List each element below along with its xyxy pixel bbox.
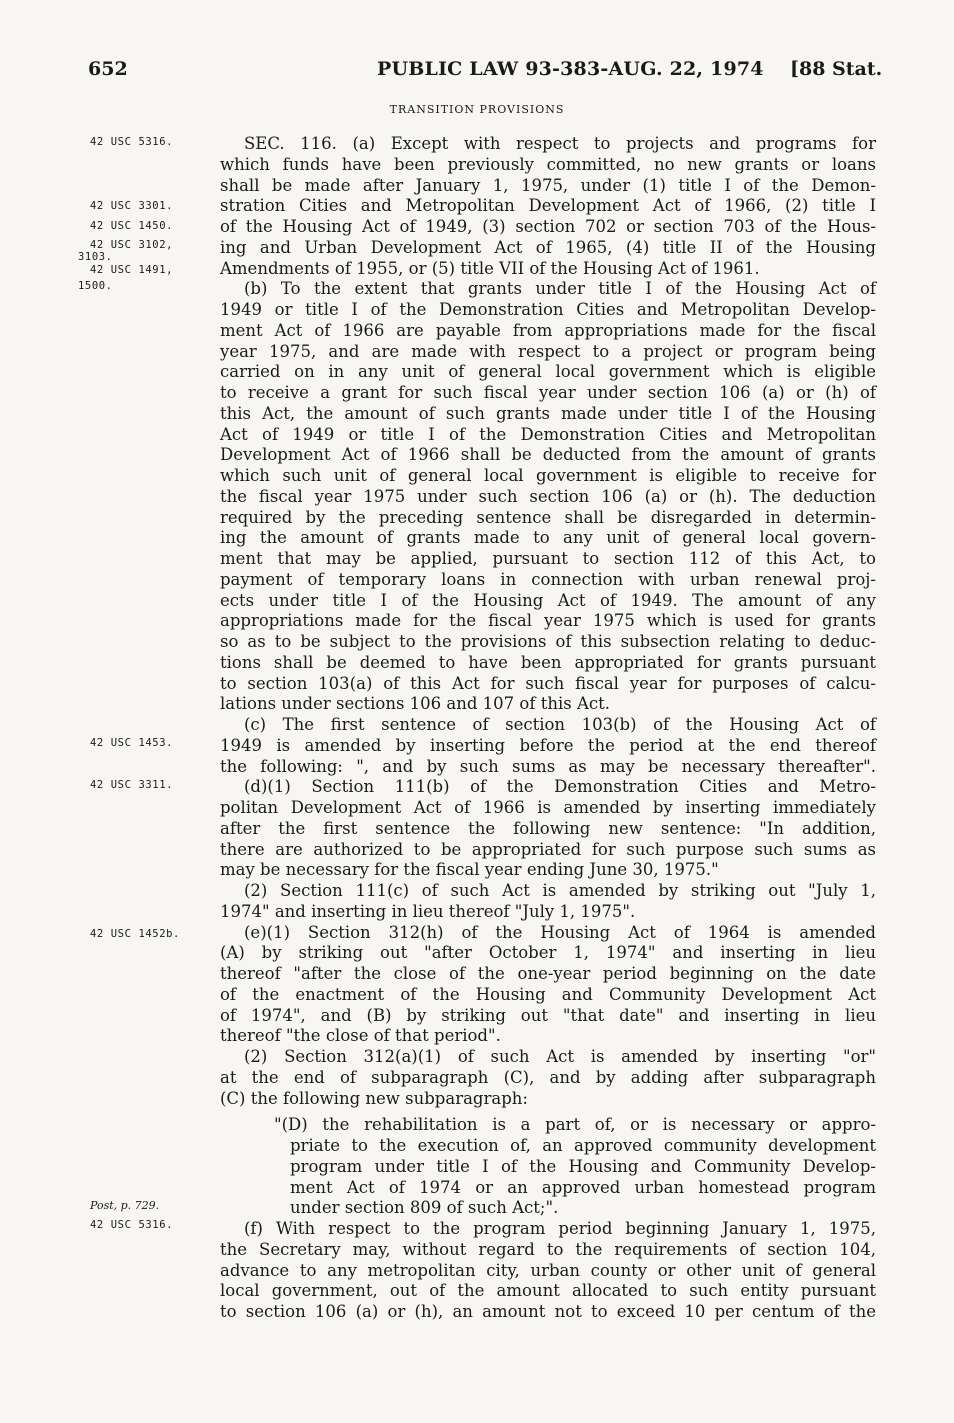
text-line: may be necessary for the fiscal year ending June 30, 1975." — [220, 860, 719, 880]
margin-note: 3103. — [78, 251, 113, 263]
page-number: 652 — [88, 58, 128, 80]
text-line: which such unit of general local government is eligible to receive for — [220, 466, 876, 485]
text-line: (c) The first sentence of section 103(b) of the Housing Act of — [244, 715, 876, 734]
text-line: to section 103(a) of this Act for such fiscal year for purposes of calcu- — [220, 673, 876, 693]
text-line: lations under sections 106 and 107 of this Act. — [220, 694, 610, 714]
text-line: Amendments of 1955, or (5) title VII of the Housing Act of 1961. — [220, 258, 760, 278]
text-line: 1974" and inserting in lieu thereof "July 1, 1975". — [220, 901, 636, 921]
margin-note: Post, p. 729. — [90, 1199, 160, 1212]
text-line: the following: ", and by such sums as may be necessary thereafter". — [220, 756, 876, 776]
text-line: to receive a grant for such fiscal year under section 106 (a) or (h) of — [220, 383, 876, 402]
margin-note: 42 USC 5316. — [90, 136, 174, 148]
text-line: Development Act of 1966 shall be deducted from the amount of grants — [220, 445, 876, 465]
text-line: (e)(1) Section 312(h) of the Housing Act of 1964 is amended — [244, 922, 876, 942]
margin-note: 42 USC 3301. — [90, 200, 174, 212]
text-line: of the Housing Act of 1949, (3) section 702 or section 703 of the Hous- — [220, 217, 876, 236]
text-line: of the enactment of the Housing and Community Development Act — [220, 984, 876, 1004]
text-line: payment of temporary loans in connection with urban renewal proj- — [220, 569, 876, 589]
text-line: ment Act of 1966 are payable from appropriations made for the fiscal — [220, 320, 876, 340]
text-line: after the first sentence the following new sentence: "In addition, — [220, 818, 876, 838]
text-line: this Act, the amount of such grants made under title I of the Housing — [220, 403, 876, 423]
running-head: PUBLIC LAW 93-383-AUG. 22, 1974 — [377, 58, 764, 80]
text-line: appropriations made for the fiscal year 1975 which is used for grants — [220, 611, 876, 631]
text-line: (f) With respect to the program period beginning January 1, 1975, — [244, 1219, 876, 1238]
margin-note: 42 USC 1453. — [90, 737, 174, 749]
margin-note: 42 USC 5316. — [90, 1219, 174, 1231]
text-line: at the end of subparagraph (C), and by adding after subparagraph — [220, 1067, 876, 1087]
text-line: thereof "after the close of the one-year period beginning on the date — [220, 964, 876, 983]
text-line: (2) Section 312(a)(1) of such Act is amended by inserting "or" — [244, 1047, 876, 1066]
margin-note: 1500. — [78, 280, 113, 292]
text-line: local government, out of the amount allocated to such entity pursuant — [220, 1281, 876, 1301]
text-line: priate to the execution of, an approved community development — [290, 1136, 876, 1155]
margin-note: 42 USC 1452b. — [90, 928, 180, 940]
text-line: advance to any metropolitan city, urban county or other unit of general — [220, 1260, 876, 1280]
text-line: carried on in any unit of general local government which is eligible — [220, 362, 876, 382]
section-heading: TRANSITION PROVISIONS — [389, 103, 565, 116]
text-line: the Secretary may, without regard to the requirements of section 104, — [220, 1239, 876, 1259]
text-line: stration Cities and Metropolitan Development Act of 1966, (2) title I — [220, 196, 876, 216]
text-line: required by the preceding sentence shall be disregarded in determin- — [220, 507, 876, 527]
text-line: politan Development Act of 1966 is amended by inserting immediately — [220, 798, 876, 817]
text-line: Act of 1949 or title I of the Demonstration Cities and Metropolitan — [220, 424, 876, 444]
text-line: to section 106 (a) or (h), an amount not to exceed 10 per centum of the — [220, 1302, 876, 1321]
margin-note: 42 USC 3311. — [90, 779, 174, 791]
page-header — [0, 58, 954, 84]
text-line: ing and Urban Development Act of 1965, (4) title II of the Housing — [220, 237, 876, 257]
text-line: (b) To the extent that grants under title I of the Housing Act of — [244, 279, 876, 299]
margin-note: 42 USC 3102, — [90, 239, 174, 251]
text-line: there are authorized to be appropriated for such purpose such sums as — [220, 839, 876, 859]
text-line: under section 809 of such Act;". — [290, 1198, 559, 1218]
text-line: (C) the following new subparagraph: — [220, 1088, 528, 1108]
body-text — [220, 134, 876, 1323]
text-line: of 1974", and (B) by striking out "that date" and inserting in lieu — [220, 1005, 876, 1025]
text-line: program under title I of the Housing and Community Develop- — [290, 1156, 876, 1176]
text-line: 1949 is amended by inserting before the period at the end thereof — [220, 735, 876, 755]
text-line: thereof "the close of that period". — [220, 1026, 501, 1046]
text-line: the fiscal year 1975 under such section 106 (a) or (h). The deduction — [220, 486, 876, 506]
text-line: SEC. 116. (a) Except with respect to projects and programs for — [244, 134, 876, 153]
text-line: which funds have been previously committed, no new grants or loans — [220, 154, 876, 174]
margin-note: 42 USC 1491, — [90, 264, 174, 276]
text-line: ing the amount of grants made to any unit of general local govern- — [220, 528, 876, 548]
text-line: ment that may be applied, pursuant to section 112 of this Act, to — [220, 549, 876, 568]
text-line: (A) by striking out "after October 1, 1974" and inserting in lieu — [220, 943, 876, 963]
text-line: shall be made after January 1, 1975, under (1) title I of the Demon- — [220, 175, 876, 195]
text-line: year 1975, and are made with respect to a project or program being — [220, 341, 876, 361]
margin-note: 42 USC 1450. — [90, 220, 174, 232]
text-line: ects under title I of the Housing Act of 1949. The amount of any — [220, 590, 876, 610]
text-line: (d)(1) Section 111(b) of the Demonstration Cities and Metro- — [244, 777, 876, 797]
statute-reference: [88 Stat. — [790, 58, 883, 80]
text-line: 1949 or title I of the Demonstration Cities and Metropolitan Develop- — [220, 300, 876, 319]
text-line: so as to be subject to the provisions of this subsection relating to deduc- — [220, 632, 876, 651]
text-line: "(D) the rehabilitation is a part of, or is necessary or appro- — [274, 1115, 876, 1135]
text-line: tions shall be deemed to have been appropriated for grants pursuant — [220, 652, 876, 672]
text-line: (2) Section 111(c) of such Act is amended by striking out "July 1, — [244, 881, 876, 900]
text-line: ment Act of 1974 or an approved urban homestead program — [290, 1177, 876, 1197]
